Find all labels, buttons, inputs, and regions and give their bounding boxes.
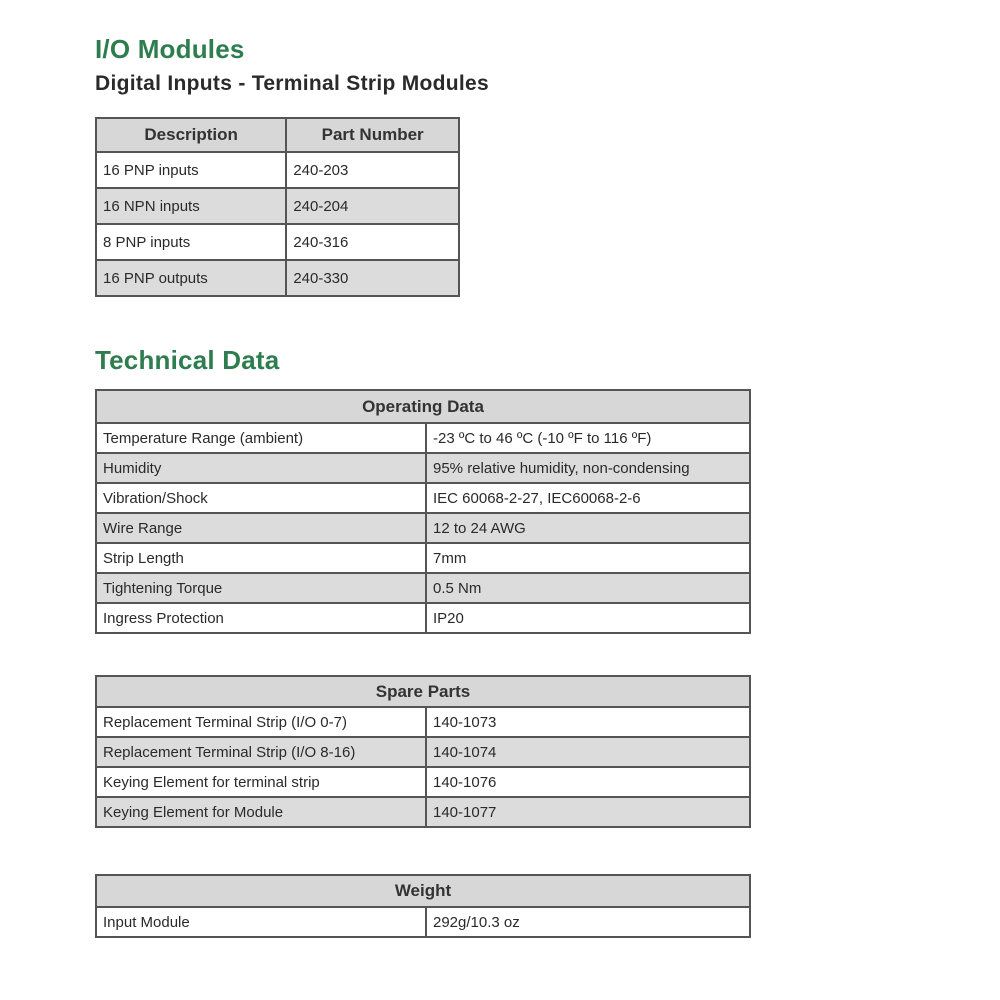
table-row xyxy=(96,188,459,224)
table-cell: IP20 xyxy=(426,603,750,633)
table-cell: Temperature Range (ambient) xyxy=(96,423,426,453)
table-cell: 240-316 xyxy=(286,224,459,260)
modules-table xyxy=(95,117,460,297)
table-row xyxy=(96,767,750,797)
table-cell: Keying Element for terminal strip xyxy=(96,767,426,797)
table-cell: Humidity xyxy=(96,453,426,483)
table-cell: Replacement Terminal Strip (I/O 0-7) xyxy=(96,707,426,737)
table-header-row xyxy=(96,676,750,707)
table-cell: 240-330 xyxy=(286,260,459,296)
table-title: Spare Parts xyxy=(96,676,750,707)
table-cell: 140-1074 xyxy=(426,737,750,767)
table-cell: Input Module xyxy=(96,907,426,937)
table-row xyxy=(96,423,750,453)
table-row xyxy=(96,543,750,573)
table-row xyxy=(96,453,750,483)
table-cell: 240-203 xyxy=(286,152,459,188)
table-cell: 7mm xyxy=(426,543,750,573)
table-cell: 95% relative humidity, non-condensing xyxy=(426,453,750,483)
table-cell: -23 ºC to 46 ºC (-10 ºF to 116 ºF) xyxy=(426,423,750,453)
table-row xyxy=(96,907,750,937)
table-cell: 140-1073 xyxy=(426,707,750,737)
spare-parts-table xyxy=(95,675,751,828)
operating-data-table xyxy=(95,389,751,634)
table-cell: 16 NPN inputs xyxy=(96,188,286,224)
table-cell: Ingress Protection xyxy=(96,603,426,633)
column-header-part-number: Part Number xyxy=(286,118,459,152)
section-title-technical-data: Technical Data xyxy=(95,345,280,375)
table-row xyxy=(96,513,750,543)
section-subtitle: Digital Inputs - Terminal Strip Modules xyxy=(95,72,489,95)
weight-table xyxy=(95,874,751,938)
table-row xyxy=(96,483,750,513)
page-title: I/O Modules xyxy=(95,34,245,64)
table-header-row xyxy=(96,118,459,152)
table-cell: Keying Element for Module xyxy=(96,797,426,827)
column-header-description: Description xyxy=(96,118,286,152)
table-cell: 8 PNP inputs xyxy=(96,224,286,260)
table-row xyxy=(96,797,750,827)
table-cell: Wire Range xyxy=(96,513,426,543)
table-cell: 16 PNP inputs xyxy=(96,152,286,188)
table-header-row xyxy=(96,390,750,423)
table-cell: 292g/10.3 oz xyxy=(426,907,750,937)
table-row xyxy=(96,260,459,296)
table-cell: 12 to 24 AWG xyxy=(426,513,750,543)
table-cell: Vibration/Shock xyxy=(96,483,426,513)
table-cell: Strip Length xyxy=(96,543,426,573)
table-cell: 16 PNP outputs xyxy=(96,260,286,296)
table-row xyxy=(96,737,750,767)
table-row xyxy=(96,707,750,737)
table-row xyxy=(96,224,459,260)
table-row xyxy=(96,603,750,633)
table-cell: Replacement Terminal Strip (I/O 8-16) xyxy=(96,737,426,767)
table-row xyxy=(96,573,750,603)
table-cell: 240-204 xyxy=(286,188,459,224)
table-cell: 140-1076 xyxy=(426,767,750,797)
table-row xyxy=(96,152,459,188)
table-cell: 140-1077 xyxy=(426,797,750,827)
table-cell: 0.5 Nm xyxy=(426,573,750,603)
table-title: Weight xyxy=(96,875,750,907)
table-header-row xyxy=(96,875,750,907)
table-cell: Tightening Torque xyxy=(96,573,426,603)
table-cell: IEC 60068-2-27, IEC60068-2-6 xyxy=(426,483,750,513)
table-title: Operating Data xyxy=(96,390,750,423)
